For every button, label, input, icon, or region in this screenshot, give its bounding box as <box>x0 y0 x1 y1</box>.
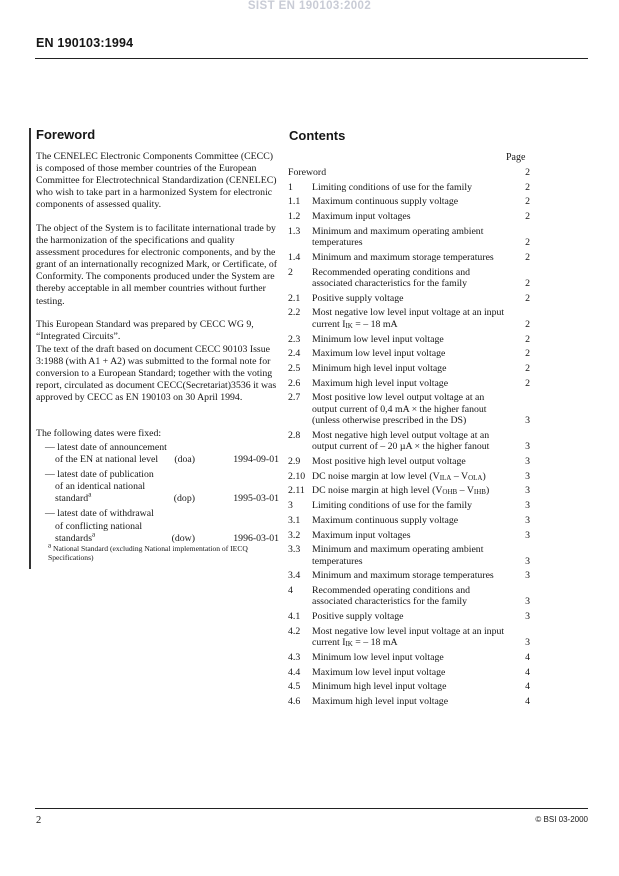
foreword-paragraph-4: The text of the draft based on document CECC 90103 Issue 3:1988 (with A1 + A2) was submitted to the formal note for conversion to a European Standard; together with the voting report, circulated as document CECC(Secretariat)3536 it was approved by CECC as EN 190103 on 30 April 1994. <box>36 344 277 404</box>
toc-entry <box>288 681 530 692</box>
toc-entry-page: 4 <box>525 681 530 693</box>
date-abbr: (dow) <box>171 532 195 544</box>
date-item-dop <box>45 469 281 505</box>
toc-entry-number: 1.3 <box>288 225 301 237</box>
toc-entry-page: 2 <box>525 318 530 330</box>
toc-entry-page: 4 <box>525 696 530 708</box>
toc-entry <box>288 485 530 496</box>
foreword-title: Foreword <box>36 127 96 142</box>
footnote-mark: a <box>48 541 52 550</box>
toc-entry-page: 3 <box>525 611 530 623</box>
toc-entry <box>288 611 530 622</box>
toc-entry-page: 3 <box>525 555 530 567</box>
toc-entry-number: 3.2 <box>288 529 301 541</box>
toc-entry-page: 3 <box>525 637 530 649</box>
fixed-dates-list <box>45 442 281 545</box>
page-number: 2 <box>36 815 42 826</box>
toc-entry <box>288 293 530 304</box>
toc-entry <box>288 307 530 330</box>
date-value: 1995-03-01 <box>233 493 279 505</box>
toc-entry <box>288 626 530 649</box>
toc-entry-number: 2.9 <box>288 455 301 467</box>
toc-entry <box>288 500 530 511</box>
toc-entry-number: 2.11 <box>288 485 305 497</box>
toc-entry-title: Minimum low level input voltage <box>312 333 444 345</box>
toc-entry <box>288 471 530 482</box>
toc-entry-number: 2.3 <box>288 333 301 345</box>
foreword-footnote <box>48 541 280 563</box>
contents-title: Contents <box>289 128 346 143</box>
toc-entry-number: 4.5 <box>288 681 301 693</box>
toc-entry-number: 4.3 <box>288 651 301 663</box>
toc-entry <box>288 378 530 389</box>
toc-entry-title: Recommended operating conditions and associated characteristics for the family <box>312 266 471 290</box>
toc-entry-number: 3.4 <box>288 570 301 582</box>
toc-entry-page: 3 <box>525 455 530 467</box>
toc-entry-number: 2.7 <box>288 392 301 404</box>
copyright-notice: © BSI 03-2000 <box>535 815 588 824</box>
watermark: SIST EN 190103:2002 <box>247 0 372 12</box>
toc-entry-number: 1.4 <box>288 251 301 263</box>
toc-entry-title: Minimum low level input voltage <box>312 651 444 663</box>
toc-entry-page: 2 <box>525 237 530 249</box>
toc-entry-page: 2 <box>525 333 530 345</box>
date-abbr: (dop) <box>173 493 195 505</box>
toc-entry <box>288 430 530 453</box>
toc-entry-title: Minimum and maximum storage temperatures <box>312 251 494 263</box>
date-item-line-2: of conflicting national <box>55 520 143 532</box>
toc-entry-number: 2.2 <box>288 307 301 319</box>
toc-entry-page: 3 <box>525 500 530 512</box>
toc-entry-page: 2 <box>525 348 530 360</box>
toc-entry-title: Maximum low level input voltage <box>312 348 446 360</box>
toc-entry-page: 2 <box>525 181 530 193</box>
toc-entry-page: 3 <box>525 514 530 526</box>
toc-entry-number: 1.2 <box>288 211 301 223</box>
toc-entry-page: 3 <box>525 441 530 453</box>
toc-entry-title: Most negative high level output voltage at an output current of – 20 µA × the higher fanout <box>312 429 490 453</box>
toc-entry <box>288 530 530 541</box>
toc-entry-page: 2 <box>525 167 530 178</box>
toc-entry-page: 2 <box>525 362 530 374</box>
toc-entry-title: Maximum input voltages <box>312 529 411 541</box>
toc-entry-title: Positive supply voltage <box>312 292 404 304</box>
footnote-text: National Standard (excluding National implementation of IECQ Specifications) <box>48 544 248 563</box>
date-item-line-2: of an identical national <box>55 481 146 493</box>
toc-entry-title: Most negative low level input voltage at an input current $I_{IK}$ = – 18 mA <box>312 307 505 330</box>
toc-entry <box>288 226 530 249</box>
toc-entry <box>288 696 530 707</box>
foreword-paragraph-1: The CENELEC Electronic Components Committee (CECC) is composed of those member countries of the European Committee for Electrotechnical Standardization (CENELEC) who wish to take part in a harmonized System for electronic components of assessed quality. <box>36 151 277 211</box>
toc-entry-page: 2 <box>525 292 530 304</box>
date-item-line-1: — latest date of publication <box>45 469 154 481</box>
toc-entry-page: 2 <box>525 196 530 208</box>
toc-entry <box>288 348 530 359</box>
toc-entry <box>288 456 530 467</box>
toc-entry-title: Most negative low level input voltage at an input current $I_{IK}$ = – 18 mA <box>312 625 505 649</box>
toc-entry <box>288 363 530 374</box>
toc-entry-page: 3 <box>525 415 530 427</box>
toc-entry-title: DC noise margin at high level $(V_{OHB} - V_{IHB})$ <box>312 485 490 497</box>
toc-entry-title: Maximum continuous supply voltage <box>312 514 459 526</box>
toc-entry-title: Minimum and maximum operating ambient temperatures <box>312 544 484 567</box>
toc-entry-number: 3 <box>288 500 293 512</box>
toc-entry-number: 4.4 <box>288 666 301 678</box>
toc-entry-title: Limiting conditions of use for the family <box>312 181 472 193</box>
toc-entry-title: Minimum high level input voltage <box>312 681 447 693</box>
toc-entry-title: Maximum low level input voltage <box>312 666 446 678</box>
toc-entry-title: Most positive low level output voltage at an output current of 0,4 mA × the higher fanout (unless otherwise prescribed in the DS) <box>312 392 487 427</box>
foreword-paragraph-2: The object of the System is to facilitate international trade by the harmonization of the specifications and quality assessment procedures for electronic components, and by the grant of an internationally recognized Mark, or Certificate, of Conformity. The components produced under the System are thereby acceptable in all member countries without further testing. <box>36 223 278 307</box>
toc-entry-number: 2.1 <box>288 292 301 304</box>
date-item-line-3: standard$^a$ <box>55 491 92 505</box>
toc-entry-title: DC noise margin at low level $(V_{ILA} - V_{OLA})$ <box>312 470 486 482</box>
date-item-dow <box>45 508 281 544</box>
toc-entry-page: 2 <box>525 377 530 389</box>
toc-entry-number: 3.3 <box>288 544 301 556</box>
toc-entry-title: Minimum and maximum operating ambient temperatures <box>312 225 484 249</box>
toc-entry-title: Recommended operating conditions and associated characteristics for the family <box>312 585 471 608</box>
toc-entry <box>288 267 530 290</box>
toc-entry <box>288 252 530 263</box>
toc-entry-number: 4.1 <box>288 611 301 623</box>
toc-entry-number: 2.10 <box>288 470 306 482</box>
toc-entry-number: 2.5 <box>288 362 301 374</box>
toc-entry-page: 3 <box>525 596 530 608</box>
toc-entry <box>288 392 530 426</box>
toc-entry-page: 2 <box>525 251 530 263</box>
toc-entry <box>288 182 530 193</box>
toc-entry <box>288 585 530 608</box>
toc-entry-number: 3.1 <box>288 514 301 526</box>
toc-entry-number: 4 <box>288 585 293 597</box>
toc-entry-title: Maximum high level input voltage <box>312 377 449 389</box>
toc-entry-title: Positive supply voltage <box>312 611 404 623</box>
toc-entry <box>288 570 530 581</box>
toc-entry-title: Most positive high level output voltage <box>312 455 466 467</box>
toc-entry-title: Maximum input voltages <box>312 211 411 223</box>
toc-entry-page: 3 <box>525 470 530 482</box>
toc-entry-title: Limiting conditions of use for the family <box>312 500 472 512</box>
toc-entry <box>288 334 530 345</box>
toc-entry-page: 2 <box>525 278 530 290</box>
date-item-line-3: standards$^a$ <box>55 530 96 544</box>
toc-entry <box>288 667 530 678</box>
date-abbr: (doa) <box>174 454 195 466</box>
date-item-line-2: of the EN at national level <box>55 454 159 466</box>
toc-entry-number: 2 <box>288 266 293 278</box>
toc-entry-page: 4 <box>525 666 530 678</box>
toc-entry <box>288 167 530 178</box>
toc-entry-number: 4.2 <box>288 625 301 637</box>
toc-entry-title: Minimum and maximum storage temperatures <box>312 570 494 582</box>
toc-entry-number: 2.6 <box>288 377 301 389</box>
toc-entry-title: Minimum high level input voltage <box>312 362 447 374</box>
toc-entry <box>288 211 530 222</box>
date-value: 1996-03-01 <box>233 532 279 544</box>
document-id: EN 190103:1994 <box>36 36 134 50</box>
toc-entry-number: 1.1 <box>288 196 301 208</box>
toc-entry <box>288 196 530 207</box>
toc-entry-page: 3 <box>525 485 530 497</box>
toc-entry-page: 4 <box>525 651 530 663</box>
toc-entry-title: Maximum high level input voltage <box>312 696 449 708</box>
foreword-paragraph-5: The following dates were fixed: <box>36 428 162 439</box>
date-item-line-1: — latest date of announcement <box>45 442 167 453</box>
contents-page-column-label: Page <box>506 152 526 163</box>
toc-entry-number: 2.4 <box>288 348 301 360</box>
table-of-contents <box>288 167 530 711</box>
foreword-margin-rule <box>29 128 31 569</box>
date-item-doa <box>45 442 281 466</box>
toc-entry <box>288 544 530 567</box>
toc-entry-page: 3 <box>525 570 530 582</box>
toc-entry <box>288 515 530 526</box>
toc-entry-page: 3 <box>525 529 530 541</box>
date-value: 1994-09-01 <box>233 454 279 466</box>
toc-entry-page: 2 <box>525 211 530 223</box>
toc-entry-number: 2.8 <box>288 429 301 441</box>
toc-entry <box>288 652 530 663</box>
toc-entry-number: 1 <box>288 181 293 193</box>
toc-entry-number: 4.6 <box>288 696 301 708</box>
date-item-line-1: — latest date of withdrawal <box>45 508 154 520</box>
footer-rule <box>35 808 588 809</box>
foreword-paragraph-3: This European Standard was prepared by CECC WG 9, “Integrated Circuits”. <box>36 319 254 343</box>
toc-entry-title: Foreword <box>288 167 327 178</box>
toc-entry-title: Maximum continuous supply voltage <box>312 196 459 208</box>
header-rule <box>35 58 588 59</box>
